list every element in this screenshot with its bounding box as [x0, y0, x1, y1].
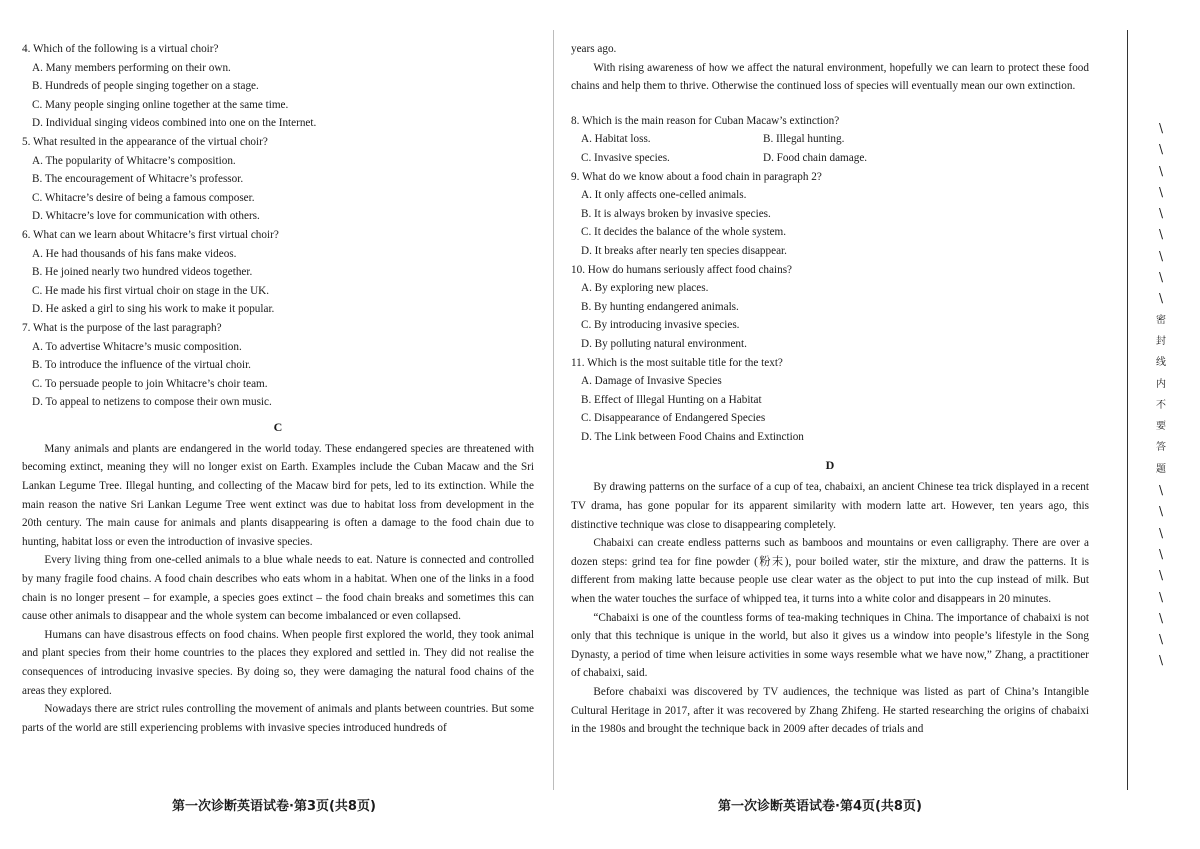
question-option: B. He joined nearly two hundred videos together.: [32, 266, 253, 279]
left-page: [0, 0, 555, 849]
question-stem: 8. Which is the main reason for Cuban Macaw’s extinction?: [571, 114, 840, 127]
question-block: [22, 40, 534, 133]
question-option: A. He had thousands of his fans make videos.: [32, 247, 237, 260]
passage-d: [571, 478, 1089, 738]
question-option: B. The encouragement of Whitacre’s professor.: [32, 173, 244, 186]
question-option: A. Damage of Invasive Species: [581, 375, 722, 388]
page-footer-3: 第一次诊断英语试卷·第3页(共8页): [172, 799, 376, 814]
seal-character: 题: [1156, 463, 1166, 475]
seal-slash-mark: \: [1158, 142, 1164, 157]
option-b: B. Illegal hunting.: [763, 133, 845, 146]
page-footer-4: 第一次诊断英语试卷·第4页(共8页): [718, 799, 922, 814]
questions-9-11: [571, 168, 1089, 447]
passage-paragraph: By drawing patterns on the surface of a cup of tea, chabaixi, an ancient Chinese tea trick displayed in a recent TV drama, has gone popular for its apparent similarity with modern latte art. However, ten years ago, this distinctive technique was close to disappearing completely.: [571, 481, 1089, 531]
passage-c-last-paragraph: With rising awareness of how we affect the natural environment, hopefully we can learn to protect these food chains and help them to thrive. Otherwise the continued loss of species will eventually mean our own extinction.: [571, 61, 1089, 93]
question-option: D. To appeal to netizens to compose their own music.: [32, 396, 272, 409]
binding-strip: [1115, 0, 1200, 849]
question-stem: 9. What do we know about a food chain in paragraph 2?: [571, 170, 822, 183]
seal-slash-mark: \: [1158, 610, 1164, 625]
question-stem: 11. Which is the most suitable title for the text?: [571, 356, 783, 369]
questions-4-7: [22, 40, 534, 412]
seal-slash-mark: \: [1158, 653, 1164, 668]
seal-character: 要: [1156, 421, 1166, 433]
seal-slash-mark: \: [1158, 248, 1164, 263]
question-option: A. To advertise Whitacre’s music composition.: [32, 340, 242, 353]
binding-line: [1127, 30, 1128, 790]
question-option: A. It only affects one-celled animals.: [581, 189, 747, 202]
seal-slash-mark: \: [1158, 568, 1164, 583]
passage-paragraph: Chabaixi can create endless patterns such as bamboos and mountains or even calligraphy. There are over a dozen steps: grind tea for fine powder (粉末), pour boiled water, stir the mixture, and draw the patterns. It is different from making latte because people use clear water as the object to put into the cup instead of milk. But when the water touches the surface of whipped tea, it turns into a white color and disappears in 20 minutes.: [571, 537, 1089, 606]
section-letter-d: D: [825, 458, 835, 473]
question-block: [571, 354, 1089, 447]
seal-slash-mark: \: [1158, 206, 1164, 221]
question-option: C. By introducing invasive species.: [581, 319, 740, 332]
question-option: D. It breaks after nearly ten species disappear.: [581, 244, 787, 257]
seal-line-marks: [1141, 118, 1181, 672]
question-block: [571, 261, 1089, 354]
question-option: C. To persuade people to join Whitacre’s choir team.: [32, 377, 268, 390]
seal-slash-mark: \: [1158, 270, 1164, 285]
question-8: [571, 112, 1089, 168]
question-option: A. The popularity of Whitacre’s composition.: [32, 154, 236, 167]
passage-paragraph: Humans can have disastrous effects on food chains. When people first explored the world, they took animal and plant species from their home countries to the places they explored and settled in. They did not realise the consequences of introducing invasive species. By doing so, they were damaging the natural food chains of the areas they explored.: [22, 628, 534, 697]
seal-character: 不: [1156, 399, 1166, 411]
seal-slash-mark: \: [1158, 632, 1164, 647]
question-option: D. The Link between Food Chains and Extinction: [581, 430, 804, 443]
question-stem: 10. How do humans seriously affect food chains?: [571, 263, 793, 276]
seal-slash-mark: \: [1158, 525, 1164, 540]
question-option: A. Many members performing on their own.: [32, 61, 231, 74]
seal-slash-mark: \: [1158, 121, 1164, 135]
question-option: C. Many people singing online together at the same time.: [32, 98, 289, 111]
question-stem: 5. What resulted in the appearance of the virtual choir?: [22, 135, 268, 148]
question-option: D. Whitacre’s love for communication with others.: [32, 210, 260, 223]
seal-slash-mark: \: [1158, 184, 1164, 199]
seal-character: 答: [1156, 442, 1166, 454]
seal-slash-mark: \: [1158, 227, 1164, 242]
question-option: C. Disappearance of Endangered Species: [581, 412, 766, 425]
question-option: B. Hundreds of people singing together on a stage.: [32, 80, 259, 93]
right-column: [571, 40, 1089, 739]
passage-paragraph: “Chabaixi is one of the countless forms of tea-making techniques in China. The importance of chabaixi is not only that this technique is unique in the world, but also it gives us a window into people’s lifestyle in the Song Dynasty, a period of time when leisure activities in some ways resemble what we have now,” Zhang, a practitioner of chabaixi, said.: [571, 611, 1089, 680]
seal-character: 封: [1156, 335, 1166, 347]
seal-slash-mark: \: [1158, 589, 1164, 604]
question-option: D. He asked a girl to sing his work to make it popular.: [32, 303, 275, 316]
question-stem: 6. What can we learn about Whitacre’s first virtual choir?: [22, 228, 279, 241]
question-option: C. Whitacre’s desire of being a famous composer.: [32, 191, 255, 204]
section-letter-c: C: [273, 419, 283, 434]
question-option: A. By exploring new places.: [581, 282, 709, 295]
page-divider: [553, 30, 554, 790]
question-stem: 4. Which of the following is a virtual choir?: [22, 43, 219, 55]
passage-paragraph: Every living thing from one-celled animals to a blue whale needs to eat. Nature is connected and controlled by many fragile food chains. A food chain describes who eats whom in a habitat. When one of the links in a food chain is no longer present – for example, a species goes extinct – the food chain breaks and sometimes this can cause other animals to disappear and the whole system can become imbalanced or even collapsed.: [22, 554, 534, 623]
question-stem: 7. What is the purpose of the last paragraph?: [22, 321, 222, 334]
question-block: [571, 168, 1089, 261]
passage-paragraph: Many animals and plants are endangered in the world today. These endangered species are threatened with becoming extinct, meaning they will no longer exist on Earth. Examples include the Cuban Macaw and the Sri Lankan Legume Tree. Illegal hunting, and collecting of the Macaw bird for pets, led to its extinction. While the main reason the native Sri Lankan Legume Tree went extinct was due to habitat loss from development in the 20th century. The main cause for animals and plants disappearing is often a damage to the food chain due to hunting, habitat loss or even the introduction of invasive species.: [22, 442, 534, 548]
question-block: [22, 319, 534, 412]
question-option: B. It is always broken by invasive species.: [581, 207, 771, 220]
seal-slash-mark: \: [1158, 291, 1164, 306]
right-page: [555, 0, 1115, 849]
question-option: B. By hunting endangered animals.: [581, 300, 739, 313]
seal-slash-mark: \: [1158, 504, 1164, 519]
seal-character: 内: [1156, 378, 1166, 390]
question-option: C. He made his first virtual choir on stage in the UK.: [32, 284, 270, 297]
option-a: A. Habitat loss.: [581, 133, 651, 146]
left-column: [22, 40, 534, 737]
seal-character: 线: [1156, 357, 1166, 369]
seal-slash-mark: \: [1158, 163, 1164, 178]
question-option: B. Effect of Illegal Hunting on a Habitat: [581, 393, 762, 406]
question-option: D. By polluting natural environment.: [581, 337, 747, 350]
seal-slash-mark: \: [1158, 546, 1164, 561]
seal-character: 密: [1156, 314, 1166, 326]
passage-c-continued: years ago.: [571, 43, 617, 55]
seal-slash-mark: \: [1158, 483, 1164, 498]
question-option: C. It decides the balance of the whole system.: [581, 226, 787, 239]
option-c: C. Invasive species.: [581, 151, 670, 164]
passage-paragraph: Before chabaixi was discovered by TV audiences, the technique was listed as part of China’s Intangible Cultural Heritage in 2017, after it was recovered by Zhang Zhifeng. He started researching the origins of chabaixi in the 1980s and brought the technique back in 2009 after decades of trials and: [571, 686, 1089, 736]
options-row: [571, 130, 1089, 149]
question-block: [22, 226, 534, 319]
passage-paragraph: Nowadays there are strict rules controlling the movement of animals and plants between countries. But some parts of the world are still experiencing problems with invasive species introduced hundreds of: [22, 703, 534, 734]
question-option: D. Individual singing videos combined into one on the Internet.: [32, 117, 317, 130]
option-d: D. Food chain damage.: [763, 151, 868, 164]
question-block: [22, 133, 534, 226]
options-row: [571, 149, 1089, 168]
spacer: [571, 96, 1089, 112]
question-option: B. To introduce the influence of the virtual choir.: [32, 359, 251, 372]
passage-c: [22, 440, 534, 738]
